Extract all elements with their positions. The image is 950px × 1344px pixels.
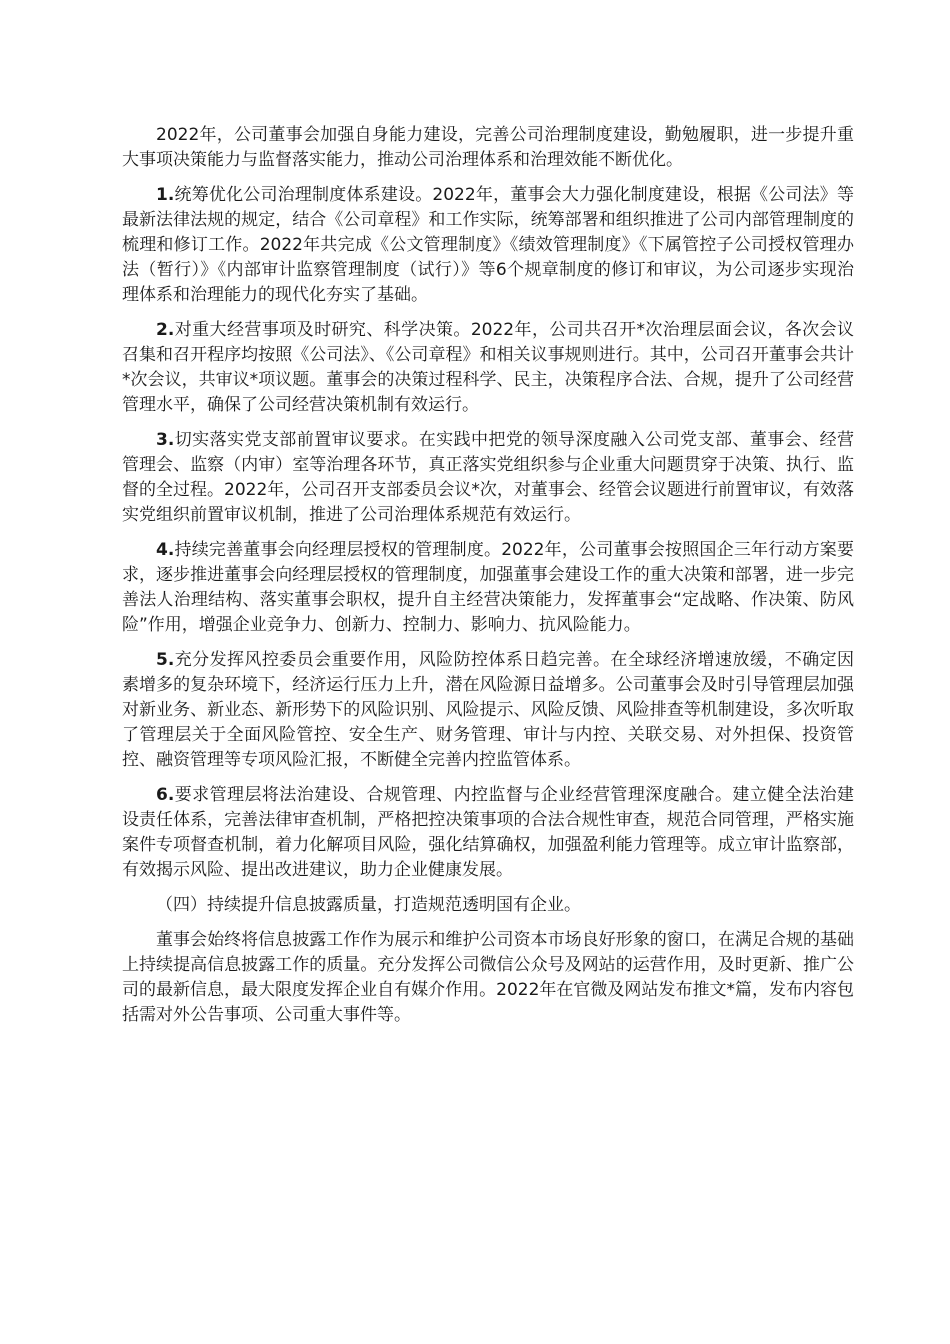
item-paragraph-6	[122, 783, 854, 883]
paragraph-text: 董事会始终将信息披露工作作为展示和维护公司资本市场良好形象的窗口，在满足合规的基础上持续提高信息披露工作的质量。充分发挥公司微信公众号及网站的运营作用，及时更新、推广公司的最新信息，最大限度发挥企业自有媒介作用。2022年在官微及网站发布推文*篇，发布内容包括需对外公告事项、公司重大事件等。	[122, 930, 854, 1025]
item-paragraph-4	[122, 538, 854, 638]
item-number: 6.	[156, 785, 175, 805]
item-number: 2.	[156, 320, 175, 340]
paragraph-text: 2022年，公司董事会加强自身能力建设，完善公司治理制度建设，勤勉履职，进一步提升重大事项决策能力与监督落实能力，推动公司治理体系和治理效能不断优化。	[122, 125, 854, 170]
paragraph-text: （四）持续提升信息披露质量，打造规范透明国有企业。	[156, 895, 581, 915]
item-number: 4.	[156, 540, 175, 560]
paragraph-text: 要求管理层将法治建设、合规管理、内控监督与企业经营管理深度融合。建立健全法治建设责任体系，完善法律审查机制，严格把控决策事项的合法合规性审查，规范合同管理，严格实施案件专项督查机制，着力化解项目风险，强化结算确权，加强盈利能力管理等。成立审计监察部，有效揭示风险、提出改进建议，助力企业健康发展。	[122, 785, 854, 880]
paragraph-text: 统筹优化公司治理制度体系建设。2022年，董事会大力强化制度建设，根据《公司法》等最新法律法规的规定，结合《公司章程》和工作实际，统筹部署和组织推进了公司内部管理制度的梳理和修订工作。2022年共完成《公文管理制度》《绩效管理制度》《下属管控子公司授权管理办法（暂行）》《内部审计监察管理制度（试行）》等6个规章制度的修订和审议，为公司逐步实现治理体系和治理能力的现代化夯实了基础。	[122, 185, 854, 305]
item-paragraph-5	[122, 648, 854, 773]
item-paragraph-1	[122, 183, 854, 308]
item-number: 3.	[156, 430, 175, 450]
item-number: 1.	[156, 185, 175, 205]
document-body	[122, 123, 854, 1038]
paragraph-text: 充分发挥风控委员会重要作用，风险防控体系日趋完善。在全球经济增速放缓，不确定因素增多的复杂环境下，经济运行压力上升，潜在风险源日益增多。公司董事会及时引导管理层加强对新业务、新业态、新形势下的风险识别、风险提示、风险反馈、风险排查等机制建设，多次听取了管理层关于全面风险管控、安全生产、财务管理、审计与内控、关联交易、对外担保、投资管控、融资管理等专项风险汇报，不断健全完善内控监管体系。	[122, 650, 854, 770]
intro-paragraph	[122, 123, 854, 173]
section-heading	[122, 893, 854, 918]
closing-paragraph	[122, 928, 854, 1028]
paragraph-text: 切实落实党支部前置审议要求。在实践中把党的领导深度融入公司党支部、董事会、经营管理会、监察（内审）室等治理各环节，真正落实党组织参与企业重大问题贯穿于决策、执行、监督的全过程。2022年，公司召开支部委员会议*次，对董事会、经管会议题进行前置审议，有效落实党组织前置审议机制，推进了公司治理体系规范有效运行。	[122, 430, 854, 525]
item-number: 5.	[156, 650, 175, 670]
item-paragraph-3	[122, 428, 854, 528]
item-paragraph-2	[122, 318, 854, 418]
paragraph-text: 对重大经营事项及时研究、科学决策。2022年，公司共召开*次治理层面会议，各次会议召集和召开程序均按照《公司法》、《公司章程》和相关议事规则进行。其中，公司召开董事会共计*次会议，共审议*项议题。董事会的决策过程科学、民主，决策程序合法、合规，提升了公司经营管理水平，确保了公司经营决策机制有效运行。	[122, 320, 854, 415]
paragraph-text: 持续完善董事会向经理层授权的管理制度。2022年，公司董事会按照国企三年行动方案要求，逐步推进董事会向经理层授权的管理制度，加强董事会建设工作的重大决策和部署，进一步完善法人治理结构、落实董事会职权，提升自主经营决策能力，发挥董事会“定战略、作决策、防风险”作用，增强企业竞争力、创新力、控制力、影响力、抗风险能力。	[122, 540, 854, 635]
